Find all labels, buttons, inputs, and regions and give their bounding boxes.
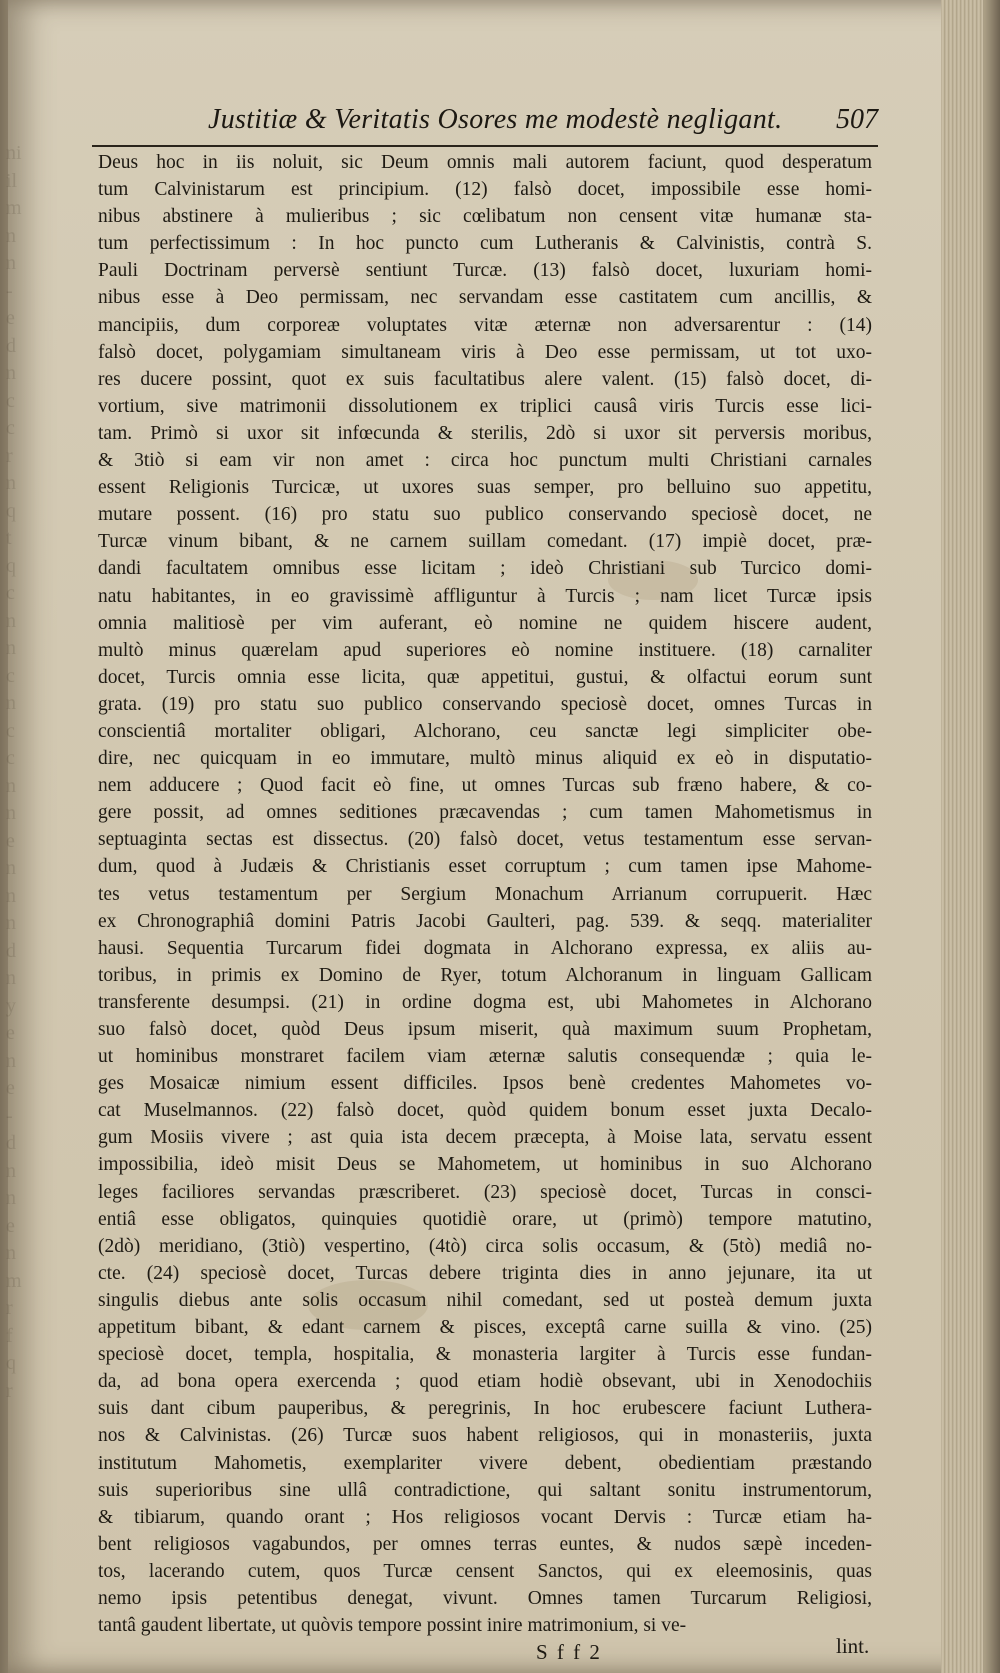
signature-mark: S f f 2 — [536, 1640, 602, 1664]
text-line: toribus, in primis ex Domino de Ryer, totum Alchoranum in linguam Gallicam — [98, 964, 872, 986]
text-line: suis superioribus sine ullâ contradictione, qui saltant sonitu instrumentorum, — [98, 1479, 872, 1501]
text-line: tes vetus testamentum per Sergium Monachum Arrianum corrupuerit. Hæc — [98, 883, 872, 905]
text-line: impossibilia, ideò misit Deus se Mahometem, ut hominibus in suo Alchorano — [98, 1154, 872, 1176]
text-line: tos, lacerando cutem, quos Turcæ censent Sanctos, qui ex eleemosinis, quas — [98, 1560, 872, 1582]
text-line: docet, Turcis omnia esse licita, quæ appetitui, gustui, & olfactui eorum sunt — [98, 666, 872, 688]
text-line: omnia malitiosè per vim auferant, eò nomine ne quidem hiscere audent, — [98, 612, 872, 634]
text-line: leges faciliores servandas præscriberet. (23) speciosè docet, Turcas in consci- — [98, 1181, 872, 1203]
catchword: lint. — [836, 1634, 870, 1658]
text-line: ut hominibus monstraret facilem viam æternæ salutis consequendæ ; quia le- — [98, 1046, 872, 1068]
text-line: appetitum bibant, & edant carnem & pisces, exceptâ carne suilla & vino. (25) — [98, 1317, 872, 1339]
text-line: essent Religionis Turcicæ, ut uxores suas semper, pro belluino suo appetitu, — [98, 477, 872, 499]
text-line: nemo ipsis petentibus denegat, vivunt. Omnes tamen Turcarum Religiosi, — [98, 1587, 872, 1609]
text-line: bent religiosos vagabundos, per omnes terras euntes, & nudos sæpè inceden- — [98, 1533, 872, 1555]
body-text — [98, 149, 872, 1639]
text-line: gere possit, ad omnes seditiones præcavendas ; cum tamen Mahometismus in — [98, 802, 872, 824]
text-line: nibus abstinere à mulieribus ; sic cœlibatum non censent vitæ humanæ sta- — [98, 206, 872, 228]
text-line: speciosè docet, templa, hospitalia, & monasteria largiter à Turcis esse fundan- — [98, 1344, 872, 1366]
text-line: tantâ gaudent libertate, ut quòvis tempore possint inire matrimonium, si ve- — [98, 1615, 687, 1637]
text-line: institutum Mahometis, exemplariter vivere debent, obedientiam præstando — [98, 1452, 872, 1474]
text-line: cte. (24) speciosè docet, Turcas debere triginta dies in anno jejunare, ita ut — [98, 1262, 872, 1284]
running-head: Justitiæ & Veritatis Osores me modestè negligant. — [208, 104, 783, 135]
text-line: nem adducere ; Quod facit eò fine, ut omnes Turcas sub fræno habere, & co- — [98, 775, 872, 797]
text-line: cat Muselmannos. (22) falsò docet, quòd quidem bonum esset juxta Decalo- — [98, 1100, 872, 1122]
text-line: suo falsò docet, quòd Deus ipsum miserit, quà maximum suum Prophetam, — [98, 1019, 872, 1040]
text-line: dandi facultatem omnibus esse licitam ; ideò Christiani sub Turcico domi- — [98, 558, 872, 580]
text-line: Turcæ vinum bibant, & ne carnem suillam comedant. (17) impiè docet, præ- — [98, 531, 872, 553]
text-line: vortium, sive matrimonii dissolutionem ex triplici causâ viris Turcis esse lici- — [98, 395, 872, 417]
text-line: falsò docet, polygamiam simultaneam viris à Deo esse permissam, ut tot uxo- — [98, 341, 872, 363]
page-header — [92, 104, 878, 144]
text-line: natu habitantes, in eo gravissimè affliguntur à Turcis ; nam licet Turcæ ipsis — [98, 585, 872, 607]
text-line: tam. Primò si uxor sit infœcunda & sterilis, 2dò si uxor sit perversis moribus, — [98, 422, 872, 444]
text-line: (2dò) meridiano, (3tiò) vespertino, (4tò) circa solis occasum, & (5tò) mediâ no- — [98, 1235, 872, 1257]
text-line: septuaginta sectas est dissectus. (20) falsò docet, vetus testamentum esse servan- — [98, 829, 872, 851]
bleed-through-text: ni il m n n - e d n c c r n q t q c n n c n c c n n e n n n d n y e n e - d n n e n m r f q r — [6, 142, 22, 1402]
text-line: tum perfectissimum : In hoc puncto cum Lutheranis & Calvinistis, contrà S. — [98, 233, 872, 255]
text-line: Deus hoc in iis noluit, sic Deum omnis mali autorem faciunt, quod desperatum — [98, 152, 872, 173]
text-line: mancipiis, dum corporeæ voluptates vitæ æternæ non adversarentur : (14) — [98, 314, 872, 336]
text-line: & tibiarum, quando orant ; Hos religiosos vocant Dervis : Turcæ etiam ha- — [98, 1506, 872, 1528]
text-line: ges Mosaicæ nimium essent difficiles. Ipsos benè credentes Mahometes vo- — [98, 1073, 872, 1095]
text-line: singulis diebus ante solis occasum nihil comedant, sed ut posteà demum juxta — [98, 1289, 872, 1311]
page-footer — [0, 1634, 1000, 1670]
page-number: 507 — [836, 104, 878, 135]
text-line: & 3tiò si eam vir non amet : circa hoc punctum multi Christiani carnales — [98, 450, 872, 472]
text-line: nibus esse à Deo permissam, nec servandam esse castitatem cum ancillis, & — [98, 287, 872, 309]
text-line: ex Chronographiâ domini Patris Jacobi Gaulteri, pag. 539. & seqq. materialiter — [98, 910, 872, 932]
page-edge — [941, 0, 983, 1673]
text-line: dum, quod à Judæis & Christianis esset corruptum ; cum tamen ipse Mahome- — [98, 856, 872, 878]
text-line: dire, nec quicquam in eo immutare, multò minus aliquid ex eò in disputatio- — [98, 748, 872, 770]
text-line: nos & Calvinistas. (26) Turcæ suos habent religiosos, qui in monasteriis, juxta — [98, 1425, 872, 1447]
text-line: suis dant cibum pauperibus, & peregrinis, In hoc erubescere faciunt Luthera- — [98, 1398, 872, 1420]
text-line: conscientiâ mortaliter obligari, Alchorano, ceu sanctæ legi simpliciter obe- — [98, 720, 872, 742]
text-line: res ducere possint, quot ex suis facultatibus alere valent. (15) falsò docet, di- — [98, 368, 872, 390]
text-line: entiâ esse obligatos, quinquies quotidiè orare, ut (primò) tempore matutino, — [98, 1208, 872, 1230]
text-line: mutare possent. (16) pro statu suo publico conservando speciosè docet, ne — [98, 504, 872, 526]
header-rule — [92, 145, 878, 147]
text-line: tum Calvinistarum est principium. (12) falsò docet, impossibile esse homi- — [98, 179, 872, 201]
text-line: grata. (19) pro statu suo publico conservando speciosè docet, omnes Turcas in — [98, 693, 872, 715]
text-line: transferente desumpsi. (21) in ordine dogma est, ubi Mahometes in Alchorano — [98, 991, 872, 1013]
text-line: hausi. Sequentia Turcarum fidei dogmata in Alchorano expressa, ex aliis au- — [98, 937, 872, 959]
text-line: Pauli Doctrinam perversè sentiunt Turcæ. (13) falsò docet, luxuriam homi- — [98, 260, 872, 282]
text-line: gum Mosiis vivere ; ast quia ista decem præcepta, à Moise lata, servatu essent — [98, 1127, 872, 1149]
text-line: da, ad bona opera exercenda ; quod etiam hodiè obsevant, ubi in Xenodochiis — [98, 1371, 872, 1393]
text-line: multò minus quærelam apud superiores eò nomine instituere. (18) carnaliter — [98, 639, 872, 661]
